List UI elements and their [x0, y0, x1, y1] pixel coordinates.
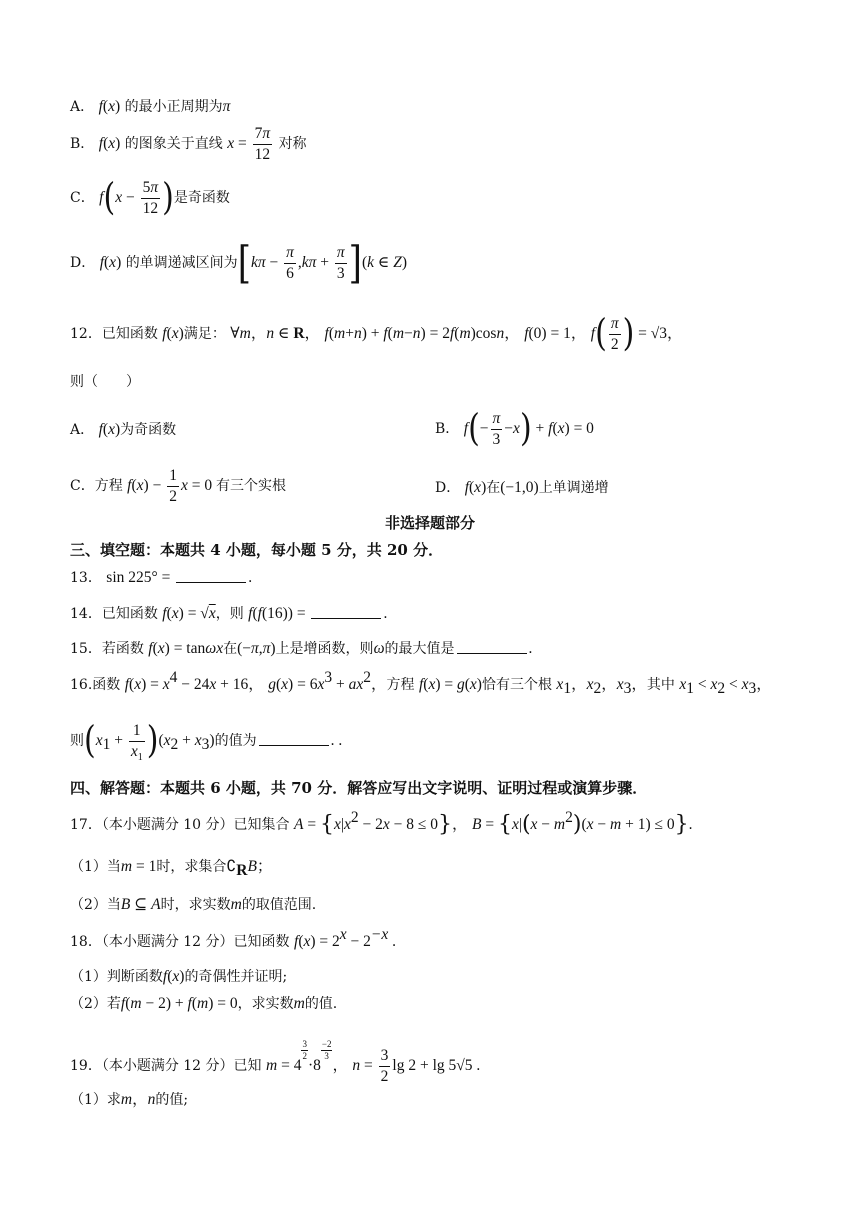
sub-question: （1）判断函数: [70, 969, 163, 985]
stem-text: 在: [223, 641, 238, 657]
score-note: （本小题满分 10 分）: [101, 817, 234, 833]
option-label: D．: [435, 480, 461, 496]
answer-blank: [457, 641, 527, 654]
option-text: 有三个实根: [215, 478, 286, 494]
sub-question: 的取值范围.: [241, 897, 317, 913]
sub-question: （1）求: [70, 1092, 121, 1108]
q19-part1: （1）求m，n的值;: [70, 1091, 189, 1108]
option-label: B．: [70, 136, 95, 152]
option-label: B．: [435, 421, 460, 437]
stem-text: 恰有三个根: [481, 677, 552, 693]
sub-question: ，求实数: [237, 996, 294, 1012]
option-text: 的最小正周期为: [124, 99, 223, 115]
stem-text: 则: [70, 733, 84, 749]
question-number: 14．: [70, 606, 102, 622]
question-number: 13．: [70, 570, 102, 586]
q12-option-d: D． f(x)在(−1,0)上单调递增: [435, 479, 609, 496]
answer-blank: [311, 606, 381, 619]
fraction: $\frac{7\pi}{12}$: [254, 125, 271, 163]
question-number: 18．: [70, 934, 102, 950]
q14: 14．已知函数 f(x) = √x，则 f(f(16)) = .: [70, 605, 388, 622]
stem-text: 已知函数: [233, 934, 290, 950]
question-number: 19．: [70, 1058, 102, 1074]
q11-option-b: B． f(x) 的图象关于直线 x = $\frac{7\pi}{12}$ 对称: [70, 125, 307, 163]
question-number: 17．: [70, 817, 102, 833]
stem-text: 已知函数: [101, 326, 158, 342]
q17-part2: （2）当B ⊆ A时，求实数m的取值范围.: [70, 896, 317, 913]
option-label: A．: [70, 422, 95, 438]
option-text: 的单调递减区间为: [125, 255, 238, 271]
q13: 13． sin 225° = .: [70, 569, 253, 586]
q11-option-d: D． f(x) 的单调递减区间为[kπ − $\frac{\pi}{6}$ ,kπ + $\frac{\pi}{3}$ ](k ∈ Z): [70, 237, 408, 289]
q15: 15．若函数 f(x) = tanωx在(−π,π)上是增函数，则ω的最大值是 .: [70, 640, 533, 657]
stem-text: 满足：: [183, 326, 226, 342]
stem-text: 的最大值是: [384, 641, 455, 657]
q12-option-c: C．方程 f(x) − $\frac{1}{2}$ x = 0 有三个实根: [70, 467, 286, 505]
stem-text: 已知函数: [101, 606, 158, 622]
answer-blank: [259, 733, 329, 746]
question-number: 15．: [70, 641, 102, 657]
math: f: [98, 98, 103, 115]
option-text: 为奇函数: [120, 422, 177, 438]
sub-question: 的奇偶性并证明;: [184, 969, 288, 985]
section-title: 非选择题部分: [384, 514, 475, 532]
q16-line2: 则($x_1$ + $\frac{1}{x_1}$ )$(x_2 + x_3)$的值为 . .: [70, 718, 343, 763]
option-text: 对称: [278, 136, 307, 152]
stem-text: 若函数: [101, 641, 144, 657]
stem-text: 已知集合: [233, 817, 290, 833]
stem-text: 上是增函数，则: [275, 641, 374, 657]
option-label: C．: [70, 478, 95, 494]
part4-heading: 四、解答题：本题共 6 小题，共 70 分．解答应写出文字说明、证明过程或演算步骤．: [70, 779, 648, 797]
q16-line1: 16.函数 $f(x) = x^4 - 24x + 16$， $g(x) = 6x^3 + ax^2$，方程 f(x) = g(x)恰有三个根 $x_1$，$x_2$，$x_3$，其中 $x_1 < x_2 < x_3$，: [70, 669, 772, 697]
q19-stem: 19．（本小题满分 12 分）已知 m = 4 $\frac{3}{2}$ ·8 $\frac{-2}{3}$ ， n = $\frac{3}{2}$ lg 2 + lg 5√5 .: [70, 1039, 481, 1085]
q17-stem: 17．（本小题满分 10 分）已知集合 $A = \{x|x^2 - 2x - 8 \le 0\}$， $B = \{x|(x - m^2)(x - m + 1) \le 0\}$.: [70, 809, 693, 837]
q12-stem: 12．已知函数 f(x)满足： ∀m，n ∈ R， f(m+n) + f(m−n) = 2f(m)cosn， f(0) = 1， f( $\frac{\pi}{2}$ ) = √3，: [70, 311, 683, 356]
option-text: 上单调递增: [538, 480, 609, 496]
q12-option-b: B． f(− $\frac{\pi}{3}$ −x) + f(x) = 0: [435, 406, 594, 451]
option-text: 是奇函数: [173, 190, 230, 206]
q12-ask: [70, 375, 140, 389]
part3-heading: 三、填空题：本题共 4 小题，每小题 5 分，共 20 分．: [70, 541, 444, 559]
sub-question: （1）当: [70, 859, 121, 875]
q11-option-c: C． f(x − $\frac{5\pi}{12}$ )是奇函数: [70, 175, 230, 220]
sub-question: 的值.: [304, 996, 338, 1012]
stem-text: 方程: [386, 677, 415, 693]
stem-text: 其中: [646, 677, 675, 693]
sub-question: （2）当: [70, 897, 121, 913]
stem-text: 则（ ）: [70, 374, 140, 390]
option-text: 的图象关于直线: [124, 136, 223, 152]
option-text: 方程: [94, 478, 123, 494]
sub-question: 时，求实数: [160, 897, 231, 913]
option-label: A．: [70, 99, 95, 115]
q17-part1: （1）当m = 1时，求集合$∁_RB$；: [70, 858, 273, 879]
stem-text: 函数: [92, 677, 121, 693]
q11-option-a: A． f(x) 的最小正周期为π: [70, 98, 231, 115]
sub-question: （2）若: [70, 996, 121, 1012]
option-text: 在: [486, 480, 501, 496]
sub-question: 时，求集合: [156, 859, 227, 875]
answer-blank: [176, 570, 246, 583]
option-label: D．: [70, 255, 96, 271]
stem-text: 已知: [233, 1058, 262, 1074]
option-label: C．: [70, 190, 95, 206]
q18-part1: （1）判断函数f(x)的奇偶性并证明;: [70, 968, 288, 985]
score-note: （本小题满分 12 分）: [101, 934, 234, 950]
question-number: 16.: [70, 677, 93, 693]
q18-stem: 18．（本小题满分 12 分）已知函数 $f(x) = 2^x - 2^{-x}$ .: [70, 926, 397, 950]
sub-question: 的值;: [155, 1092, 189, 1108]
question-number: 12．: [70, 326, 102, 342]
q18-part2: （2）若f(m − 2) + f(m) = 0，求实数m的值.: [70, 995, 338, 1012]
q12-option-a: A． f(x)为奇函数: [70, 421, 177, 438]
stem-text: 的值为: [214, 733, 257, 749]
stem-text: ，则: [215, 606, 244, 622]
score-note: （本小题满分 12 分）: [101, 1058, 234, 1074]
